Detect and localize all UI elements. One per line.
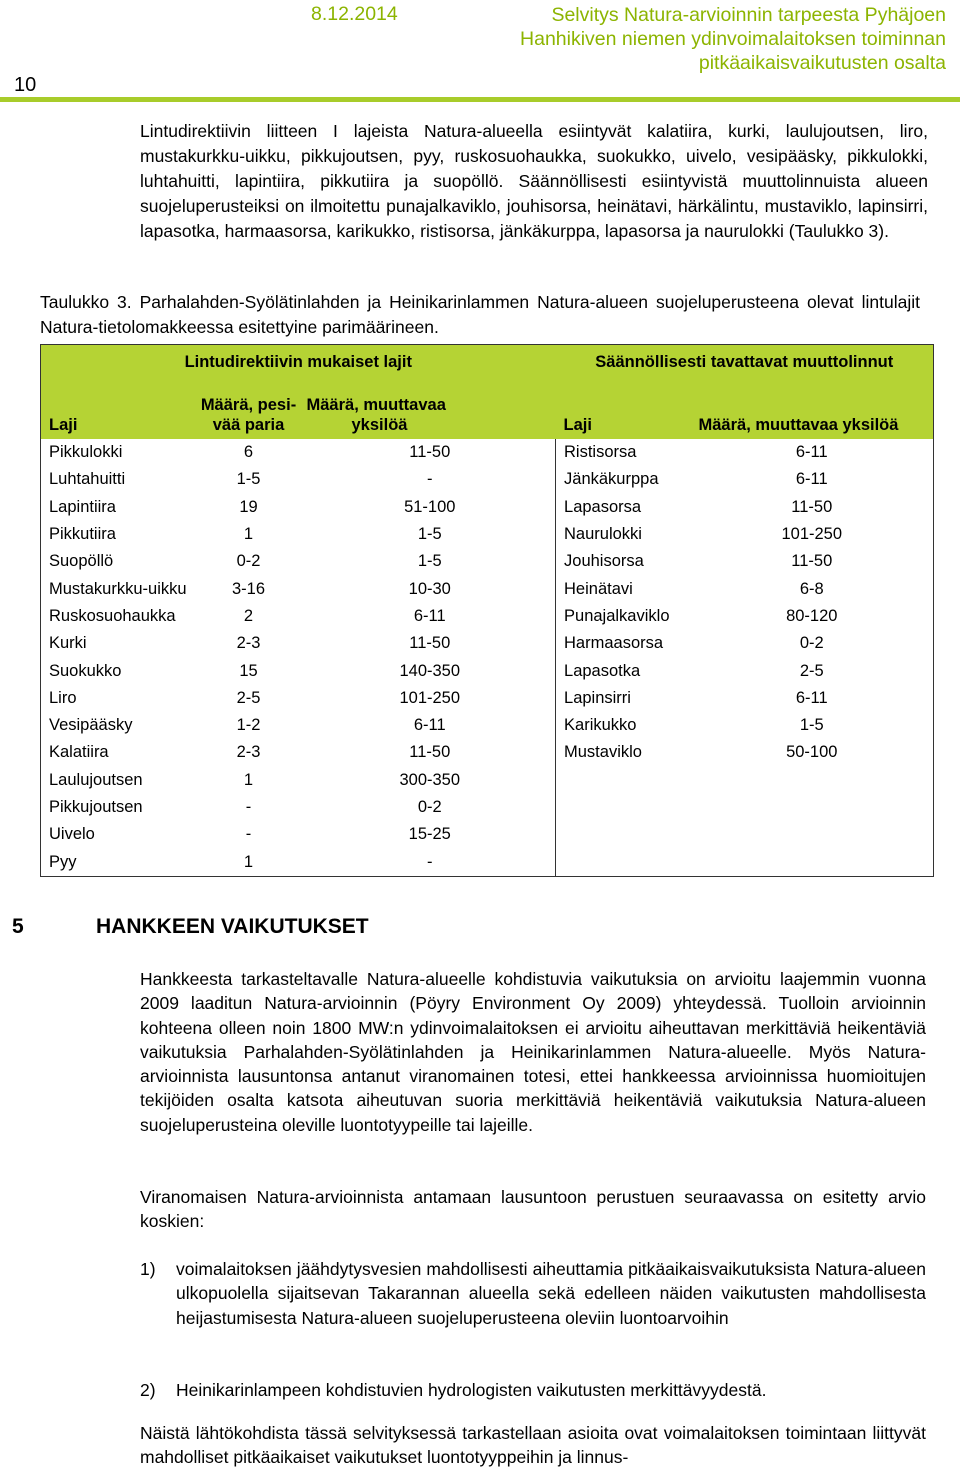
header-rule — [0, 97, 960, 102]
table-row — [41, 794, 934, 821]
list-item-text: Heinikarinlampeen kohdistuvien hydrologisten vaikutusten merkittävyydestä. — [176, 1380, 767, 1400]
table-row — [41, 575, 934, 602]
cell-migrating: 11-50 — [409, 634, 451, 653]
cell-breeding-pairs: 1 — [243, 852, 254, 871]
cell-migrating-right: 11-50 — [791, 497, 833, 516]
cell-migrating: 140-350 — [399, 661, 461, 680]
cell-species: Luhtahuitti — [49, 470, 126, 489]
cell-migrating: - — [427, 470, 433, 489]
table-row — [41, 657, 934, 684]
cell-migrating-right: 6-8 — [799, 579, 824, 598]
cell-migrating: 15-25 — [408, 825, 451, 844]
col-header-species-right: Laji — [556, 380, 691, 439]
cell-migrating-right — [691, 848, 934, 876]
cell-breeding-pairs: - — [245, 825, 252, 844]
body-paragraph: Näistä lähtökohdista tässä selvityksessä tarkastellaan asioita ovat voimalaitoksen toimintaan liittyvät mahdolliset pitkäaikaiset vaikutukset luontotyyppeihin ja linnus- — [140, 1423, 926, 1468]
col-header-species: Laji — [41, 380, 193, 439]
col-header-migrating-right: Määrä, muuttavaa yksilöä — [691, 380, 934, 439]
cell-species-right: Karikukko — [556, 712, 691, 739]
cell-species-right: Punajalkaviklo — [556, 603, 691, 630]
cell-migrating-right — [691, 794, 934, 821]
cell-species-right: Harmaasorsa — [556, 630, 691, 657]
body-paragraph: Hankkeesta tarkasteltavalle Natura-alueelle kohdistuvia vaikutuksia on arvioitu laajemmin vuonna 2009 laaditun Natura-arvioinnin (Pöyry Environment Oy 2009) yhteydessä. Tuolloin arvioinnin kohteena olleen noin 1800 MW:n ydinvoimalaitoksen ei arvioitu aiheuttavan merkittäviä heikentäviä vaikutuksia Parhalahden-Syölätinlahden ja Heinikarinlammen Natura-alueelle. Myös Natura- arvioinnista lausuntonsa antanut viranomainen totesi, ettei hankkeessa arvioinnissa huomioitujen tekijöiden osalta katsota aiheutuvan suoria merkittäviä heikentäviä vaikutuksia Natura-alueen suojeluperusteina oleville luontotyypeille tai lajeille. — [140, 969, 926, 1135]
cell-species: Uivelo — [49, 825, 95, 844]
cell-species: Pikkujoutsen — [49, 798, 143, 816]
table-row — [41, 494, 934, 521]
header-title-line: pitkäaikaisvaikutusten osalta — [698, 52, 946, 74]
cell-species-right: Lapasorsa — [556, 494, 691, 521]
cell-breeding-pairs: - — [245, 798, 252, 816]
list-item-text: voimalaitoksen jäähdytysvesien mahdollisesti aiheuttamia pitkäaikaisvaikutuksista Natura-alueen ulkopuolella sijaitsevan Takarannan alueella sekä edelleen näiden vaikutusten mahdollisesta heijastumisesta Natura-alueen suojeluperusteena oleviin luontoarvoihin — [176, 1259, 926, 1328]
table-group-header — [41, 345, 934, 381]
cell-species: Liro — [49, 688, 77, 707]
cell-migrating: 51-100 — [404, 497, 456, 516]
list-marker: 2) — [140, 1380, 156, 1400]
cell-species: Pikkutiira — [49, 525, 116, 544]
cell-migrating: 1-5 — [417, 525, 442, 544]
header-date: 8.12.2014 — [311, 3, 398, 25]
cell-migrating: - — [427, 852, 433, 871]
cell-migrating-right: 50-100 — [786, 743, 838, 762]
cell-species: Laulujoutsen — [49, 770, 143, 789]
table-row — [41, 630, 934, 657]
cell-species-right — [556, 821, 691, 848]
cell-breeding-pairs: 2-3 — [236, 743, 261, 762]
section-title: HANKKEEN VAIKUTUKSET — [96, 915, 369, 938]
cell-migrating: 101-250 — [399, 688, 461, 707]
cell-breeding-pairs: 0-2 — [236, 552, 261, 571]
cell-migrating-right: 6-11 — [795, 688, 828, 707]
cell-migrating-right: 11-50 — [791, 552, 833, 571]
group-header-directive: Lintudirektiivin mukaiset lajit — [41, 345, 556, 381]
cell-migrating: 11-50 — [409, 443, 451, 462]
cell-species-right: Jouhisorsa — [556, 548, 691, 575]
cell-species-right: Lapasotka — [556, 657, 691, 684]
cell-breeding-pairs: 1-2 — [236, 716, 261, 735]
table-body — [41, 439, 934, 876]
cell-breeding-pairs: 2-5 — [236, 688, 261, 707]
cell-breeding-pairs: 2 — [243, 606, 254, 625]
cell-species: Vesipääsky — [49, 716, 133, 735]
cell-species: Kalatiira — [49, 743, 109, 762]
cell-species-right: Ristisorsa — [556, 439, 691, 466]
cell-migrating-right: 6-11 — [795, 470, 828, 489]
cell-species-right: Jänkäkurppa — [556, 466, 691, 493]
table-row — [41, 821, 934, 848]
body-paragraph: Viranomaisen Natura-arvioinnista antamaan lausuntoon perustuen seuraavassa on esitetty arvio koskien: — [140, 1187, 926, 1232]
table-row — [41, 548, 934, 575]
page-number: 10 — [14, 74, 37, 96]
list-item — [140, 1257, 926, 1330]
cell-migrating-right — [691, 821, 934, 848]
section-number: 5 — [12, 915, 24, 938]
cell-migrating: 300-350 — [399, 770, 461, 789]
cell-breeding-pairs: 3-16 — [231, 579, 266, 598]
table-row — [41, 767, 934, 794]
cell-species: Pyy — [49, 852, 77, 871]
table-row — [41, 685, 934, 712]
cell-breeding-pairs: 19 — [239, 497, 258, 516]
col-header-pairs: Määrä, pesi- vää paria — [193, 380, 305, 439]
cell-species: Ruskosuohaukka — [49, 606, 176, 625]
header-title-line: Hanhikiven niemen ydinvoimalaitoksen toiminnan — [520, 28, 946, 50]
table-row — [41, 712, 934, 739]
cell-breeding-pairs: 15 — [239, 661, 258, 680]
table-row — [41, 848, 934, 876]
table-column-header — [41, 380, 934, 439]
list-item — [140, 1378, 926, 1402]
cell-breeding-pairs: 6 — [243, 443, 254, 462]
table-row — [41, 739, 934, 766]
cell-species: Pikkulokki — [49, 443, 123, 462]
cell-migrating-right: 101-250 — [781, 525, 843, 544]
cell-species-right — [556, 767, 691, 794]
cell-species-right — [556, 794, 691, 821]
cell-migrating: 10-30 — [408, 579, 451, 598]
cell-migrating-right: 80-120 — [786, 606, 838, 625]
table-row — [41, 466, 934, 493]
cell-migrating: 0-2 — [417, 798, 442, 816]
bird-table — [40, 344, 934, 877]
cell-species-right: Naurulokki — [556, 521, 691, 548]
cell-species: Kurki — [49, 634, 87, 653]
cell-species: Suopöllö — [49, 552, 114, 571]
header-title — [386, 3, 946, 75]
table-row — [41, 603, 934, 630]
cell-species: Mustakurkku-uikku — [49, 579, 187, 598]
intro-paragraph: Lintudirektiivin liitteen I lajeista Natura-alueella esiintyvät kalatiira, kurki, laulujoutsen, liro, mustakurkku-uikku, pikkujoutsen, pyy, ruskosuohaukka, suokukko, uivelo, vesipääsky, pikkulokki, luhtahuitti, lapintiira, pikkutiira ja suopöllö. Säännöllisesti esiintyvistä muuttolinnuista alueen suojeluperusteiksi on ilmoitettu punajalkaviklo, jouhisorsa, heinätavi, härkälintu, mustaviklo, lapinsirri, lapasotka, harmaasorsa, karikukko, ristisorsa, jänkäkurppa, lapasorsa ja naurulokki (Taulukko 3). — [140, 121, 928, 241]
table-row — [41, 521, 934, 548]
col-header-migrating: Määrä, muuttavaa yksilöä — [305, 380, 556, 439]
cell-migrating-right: 1-5 — [799, 716, 824, 735]
cell-migrating: 6-11 — [413, 716, 446, 735]
group-header-migratory: Säännöllisesti tavattavat muuttolinnut — [556, 345, 934, 381]
cell-migrating: 11-50 — [409, 743, 451, 762]
cell-species-right: Heinätavi — [556, 575, 691, 602]
cell-migrating-right: 6-11 — [795, 443, 828, 462]
header-title-line: Selvitys Natura-arvioinnin tarpeesta Pyhäjoen — [551, 4, 946, 26]
cell-species-right: Mustaviklo — [556, 739, 691, 766]
cell-migrating: 1-5 — [417, 552, 442, 571]
cell-breeding-pairs: 1 — [243, 770, 254, 789]
cell-species: Lapintiira — [49, 497, 116, 516]
cell-migrating-right: 0-2 — [799, 634, 824, 653]
cell-species-right: Lapinsirri — [556, 685, 691, 712]
list-marker: 1) — [140, 1259, 156, 1279]
cell-migrating: 6-11 — [413, 606, 446, 625]
cell-breeding-pairs: 2-3 — [236, 634, 261, 653]
cell-breeding-pairs: 1-5 — [236, 470, 261, 489]
table-row — [41, 439, 934, 466]
cell-species-right — [556, 848, 691, 876]
cell-migrating-right: 2-5 — [799, 661, 824, 680]
table-caption: Taulukko 3. Parhalahden-Syölätinlahden ja Heinikarinlammen Natura-alueen suojeluperusteena olevat lintulajit Natura-tietolomakkeessa esitettyine parimäärineen. — [40, 292, 920, 337]
cell-migrating-right — [691, 767, 934, 794]
cell-species: Suokukko — [49, 661, 122, 680]
cell-breeding-pairs: 1 — [243, 525, 254, 544]
